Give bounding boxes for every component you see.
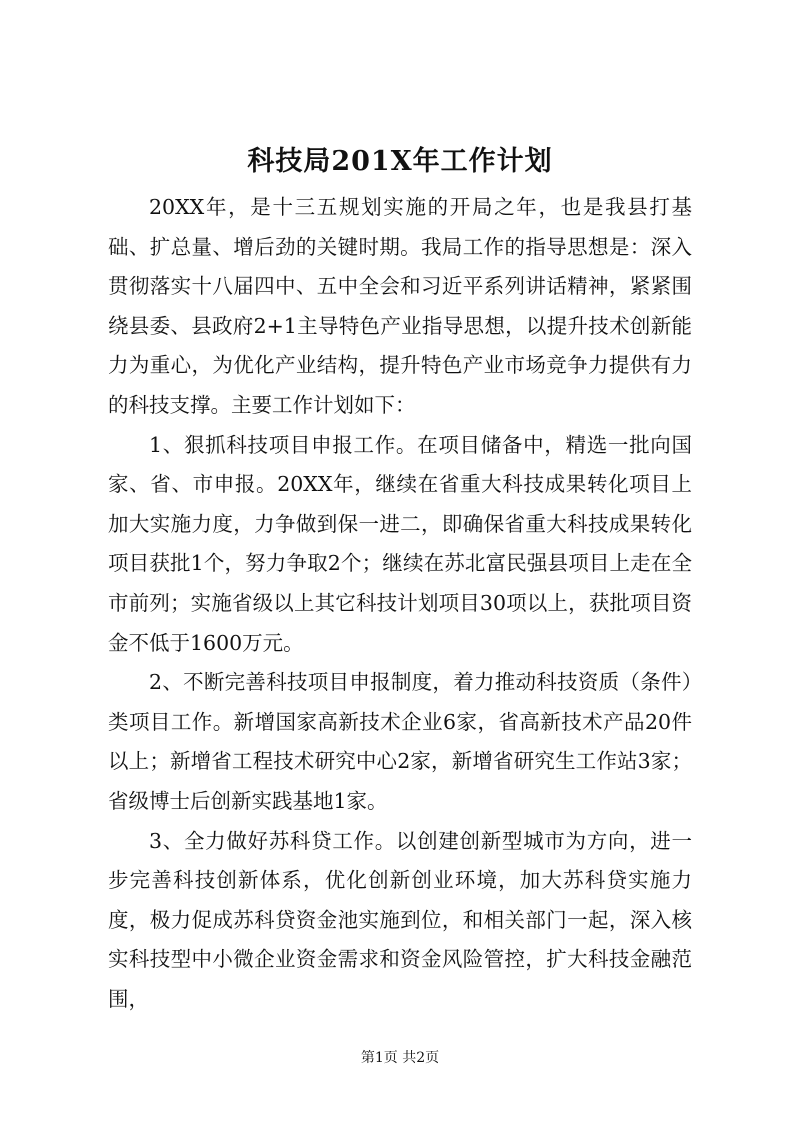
document-title: 科技局201X年工作计划 bbox=[247, 146, 553, 177]
paragraph-item-3: 3、全力做好苏科贷工作。以创建创新型城市为方向，进一步完善科技创新体系，优化创新创业环境，加大苏科贷实施力度，极力促成苏科贷资金池实施到位，和相关部门一起，深入核实科技型中小微企业资金需求和资金风险管控，扩大科技金融范围， bbox=[108, 828, 692, 1011]
paragraph-item-2: 2、不断完善科技项目申报制度，着力推动科技资质（条件）类项目工作。新增国家高新技术企业6家，省高新技术产品20件以上；新增省工程技术研究中心2家，新增省研究生工作站3家；省级博士后创新实践基地1家。 bbox=[108, 670, 692, 813]
document-body bbox=[108, 188, 692, 1019]
page-footer: 第1页 共2页 bbox=[360, 1050, 440, 1066]
paragraph-item-1: 1、狠抓科技项目申报工作。在项目储备中，精选一批向国家、省、市申报。20XX年，继续在省重大科技成果转化项目上加大实施力度，力争做到保一进二，即确保省重大科技成果转化项目获批1个，努力争取2个；继续在苏北富民强县项目上走在全市前列；实施省级以上其它科技计划项目30项以上，获批项目资金不低于1600万元。 bbox=[108, 432, 692, 655]
paragraph-intro: 20XX年，是十三五规划实施的开局之年，也是我县打基础、扩总量、增后劲的关键时期。我局工作的指导思想是：深入贯彻落实十八届四中、五中全会和习近平系列讲话精神，紧紧围绕县委、县政府2+1主导特色产业指导思想，以提升技术创新能力为重心，为优化产业结构，提升特色产业市场竞争力提供有力的科技支撑。主要工作计划如下： bbox=[108, 195, 692, 417]
